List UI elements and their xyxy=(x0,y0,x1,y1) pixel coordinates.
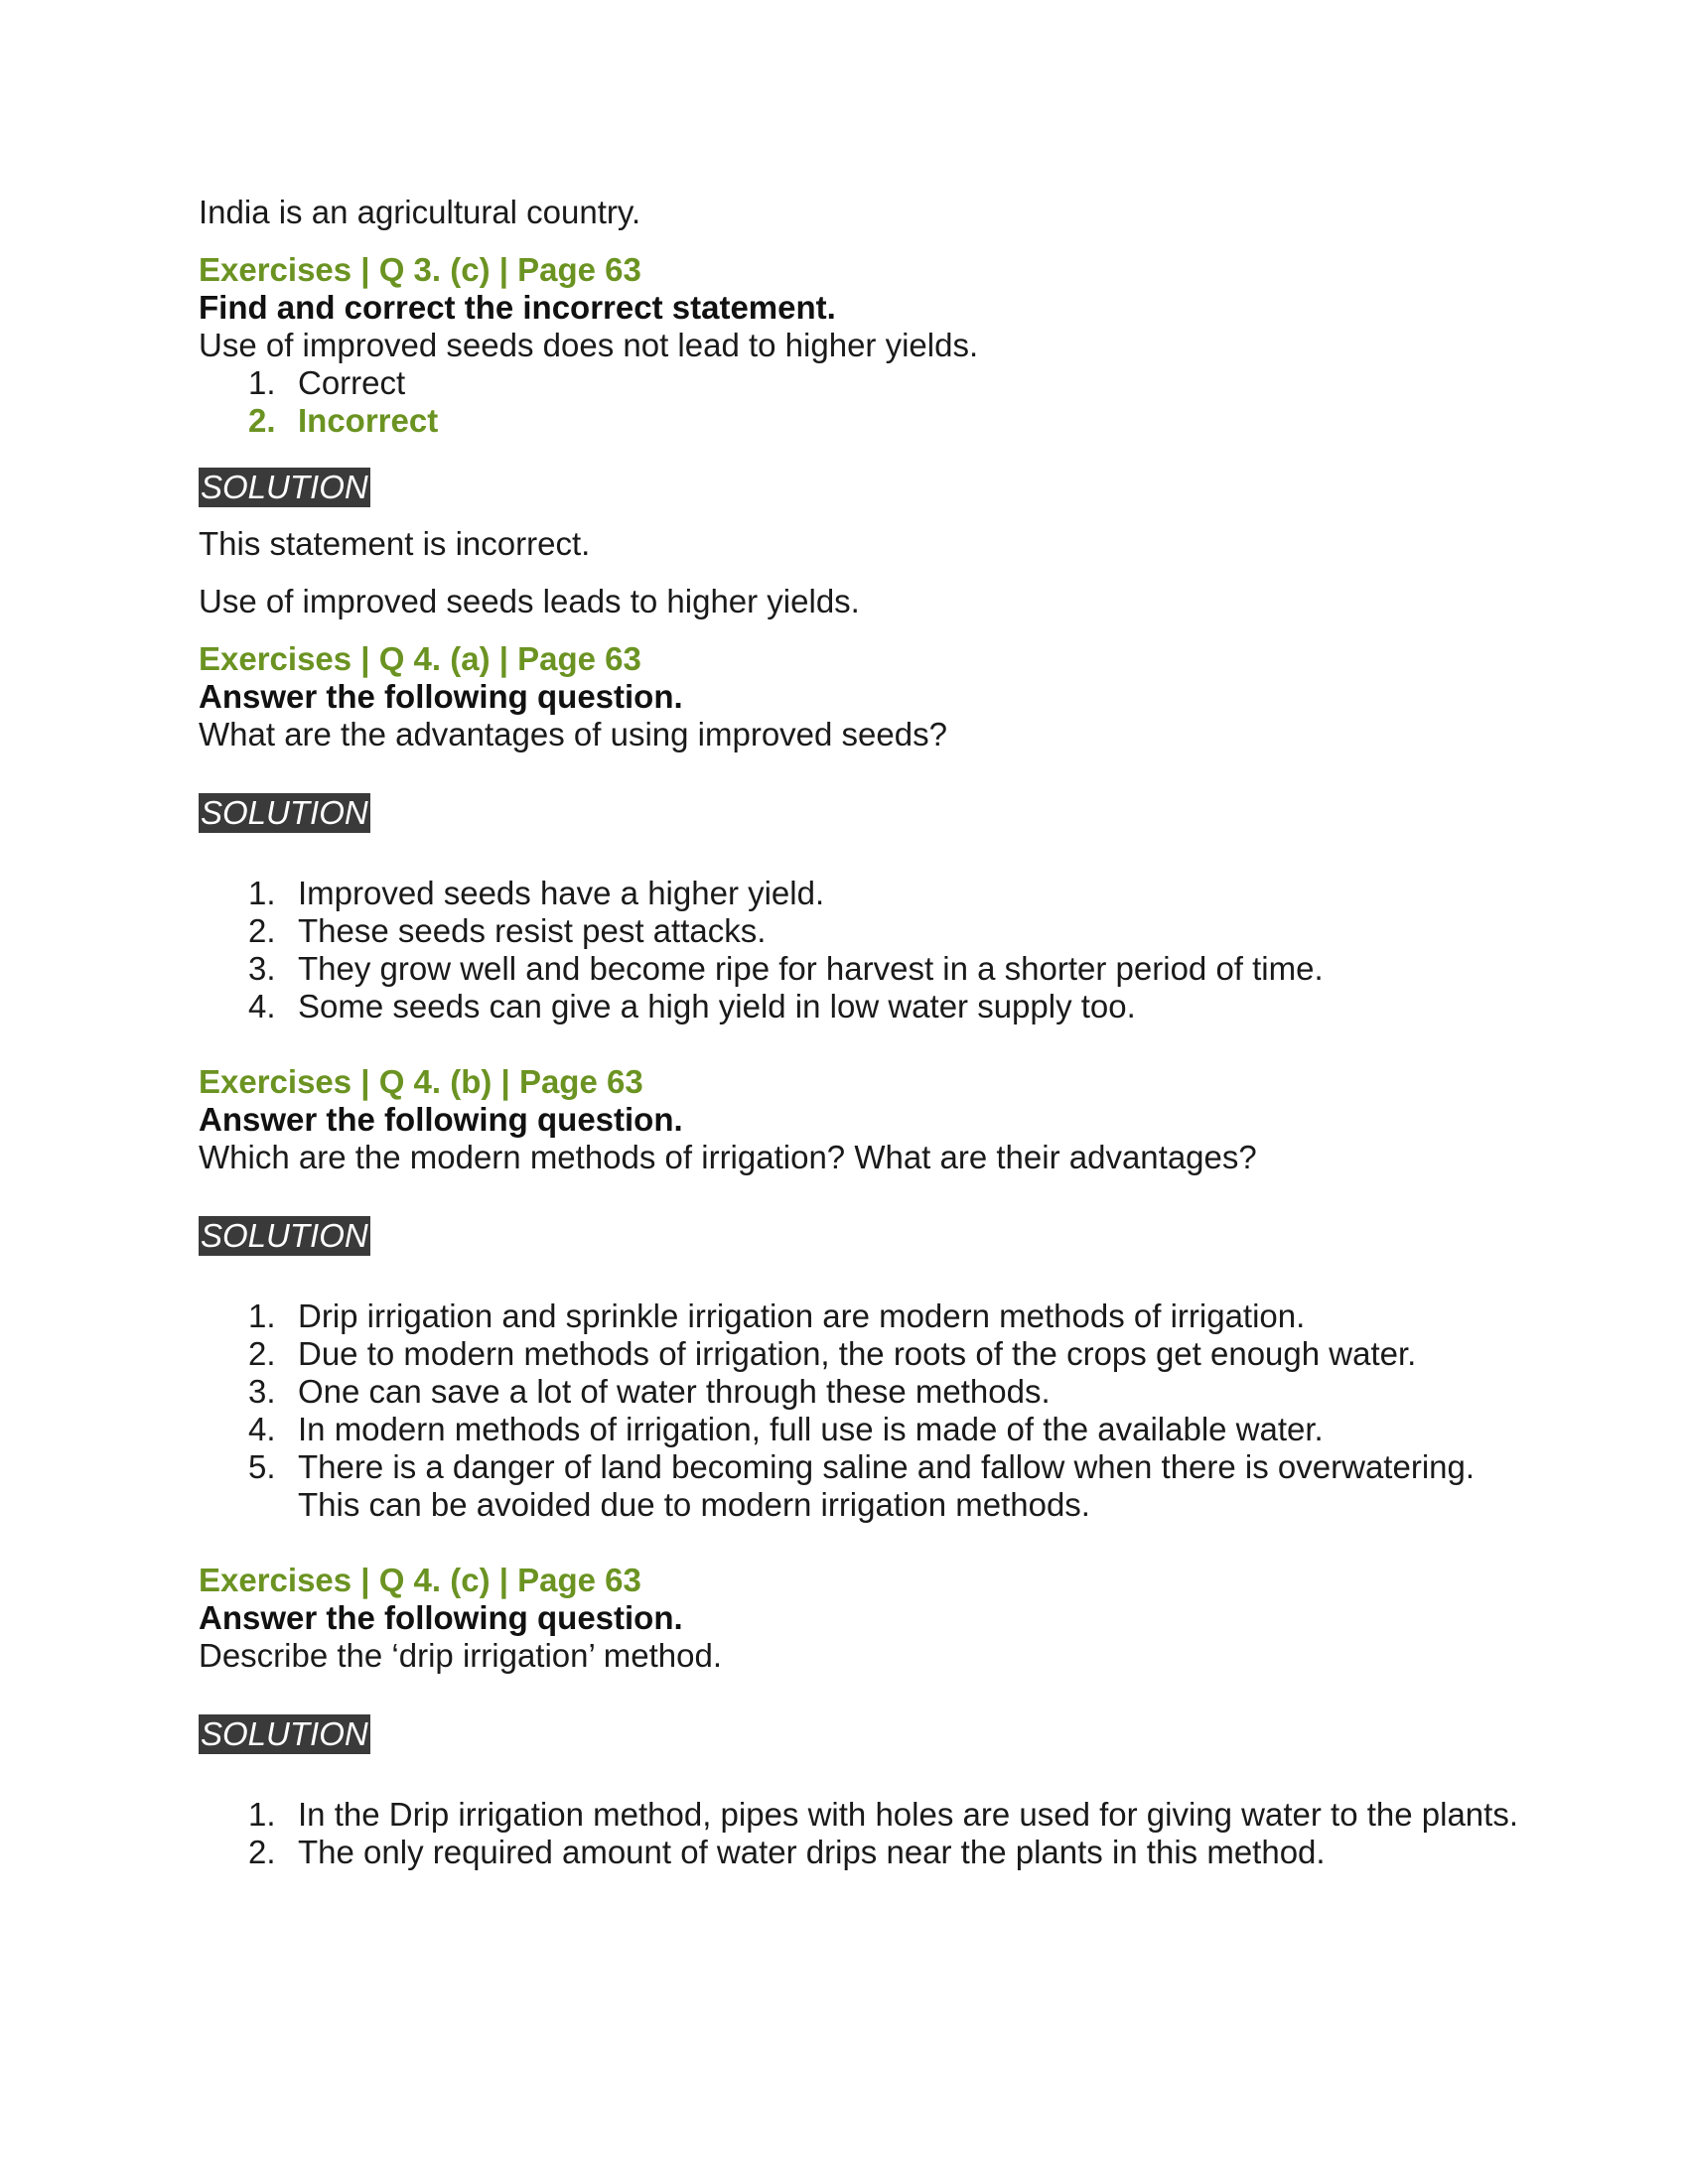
solution-item xyxy=(199,1373,1529,1411)
item-text: Drip irrigation and sprinkle irrigation are modern methods of irrigation. xyxy=(298,1297,1306,1334)
solution-item xyxy=(199,875,1529,912)
section-q4b xyxy=(199,1063,1529,1524)
solution-item xyxy=(199,1297,1529,1335)
solution-list xyxy=(199,1297,1529,1524)
item-number: 1. xyxy=(248,1297,276,1334)
item-number: 4. xyxy=(248,988,276,1024)
item-number: 2. xyxy=(248,912,276,949)
question-instruction: Answer the following question. xyxy=(199,1101,683,1138)
solution-badge-wrap xyxy=(199,468,1529,507)
solution-badge: SOLUTION xyxy=(201,794,368,831)
solution-paragraph: Use of improved seeds leads to higher yields. xyxy=(199,583,860,619)
item-text: Some seeds can give a high yield in low water supply too. xyxy=(298,988,1136,1024)
option-text: Incorrect xyxy=(298,402,439,439)
item-number: 1. xyxy=(248,1796,276,1833)
exercise-heading: Exercises | Q 4. (b) | Page 63 xyxy=(199,1063,643,1100)
option-text: Correct xyxy=(298,364,406,401)
item-number: 4. xyxy=(248,1411,276,1447)
item-number: 2. xyxy=(248,1834,276,1870)
solution-item xyxy=(199,1411,1529,1448)
exercise-heading: Exercises | Q 3. (c) | Page 63 xyxy=(199,251,641,288)
solution-item xyxy=(199,950,1529,988)
solution-list xyxy=(199,1796,1529,1871)
solution-item xyxy=(199,1335,1529,1373)
item-text: They grow well and become ripe for harvest in a shorter period of time. xyxy=(298,950,1324,987)
item-number: 3. xyxy=(248,950,276,987)
option-item xyxy=(199,364,1529,402)
option-item-correct xyxy=(199,402,1529,440)
question-instruction: Find and correct the incorrect statement. xyxy=(199,289,836,326)
item-text: In modern methods of irrigation, full use is made of the available water. xyxy=(298,1411,1324,1447)
section-q3c xyxy=(199,251,1529,620)
solution-badge: SOLUTION xyxy=(201,469,368,505)
item-text: Improved seeds have a higher yield. xyxy=(298,875,825,911)
solution-badge-wrap xyxy=(199,793,1529,833)
question-text: Describe the ‘drip irrigation’ method. xyxy=(199,1637,723,1674)
document-page xyxy=(199,194,1529,1871)
options-list xyxy=(199,364,1529,440)
option-number: 2. xyxy=(248,402,276,439)
question-instruction: Answer the following question. xyxy=(199,1599,683,1636)
solution-list xyxy=(199,875,1529,1025)
item-text: The only required amount of water drips near the plants in this method. xyxy=(298,1834,1326,1870)
section-q4a xyxy=(199,640,1529,1025)
item-number: 2. xyxy=(248,1335,276,1372)
solution-paragraph: This statement is incorrect. xyxy=(199,525,591,562)
solution-item xyxy=(199,1796,1529,1834)
item-text: These seeds resist pest attacks. xyxy=(298,912,767,949)
section-q4c xyxy=(199,1562,1529,1871)
exercise-heading: Exercises | Q 4. (a) | Page 63 xyxy=(199,640,641,677)
option-number: 1. xyxy=(248,364,276,401)
solution-item xyxy=(199,988,1529,1025)
question-text: Which are the modern methods of irrigation? What are their advantages? xyxy=(199,1139,1257,1175)
solution-badge-wrap xyxy=(199,1714,1529,1754)
item-text: In the Drip irrigation method, pipes with holes are used for giving water to the plants. xyxy=(298,1796,1518,1833)
item-number: 5. xyxy=(248,1448,276,1485)
intro-line: India is an agricultural country. xyxy=(199,194,641,230)
question-text: Use of improved seeds does not lead to higher yields. xyxy=(199,327,979,363)
solution-item xyxy=(199,912,1529,950)
solution-badge-wrap xyxy=(199,1216,1529,1256)
question-text: What are the advantages of using improved seeds? xyxy=(199,716,947,752)
question-instruction: Answer the following question. xyxy=(199,678,683,715)
solution-badge: SOLUTION xyxy=(201,1715,368,1752)
solution-badge: SOLUTION xyxy=(201,1217,368,1254)
solution-item xyxy=(199,1448,1529,1524)
item-number: 3. xyxy=(248,1373,276,1410)
solution-item xyxy=(199,1834,1529,1871)
item-number: 1. xyxy=(248,875,276,911)
item-text: Due to modern methods of irrigation, the roots of the crops get enough water. xyxy=(298,1335,1417,1372)
item-text: There is a danger of land becoming saline and fallow when there is overwatering. This can be avoided due to modern irrigation methods. xyxy=(298,1448,1476,1523)
item-text: One can save a lot of water through these methods. xyxy=(298,1373,1051,1410)
exercise-heading: Exercises | Q 4. (c) | Page 63 xyxy=(199,1562,641,1598)
